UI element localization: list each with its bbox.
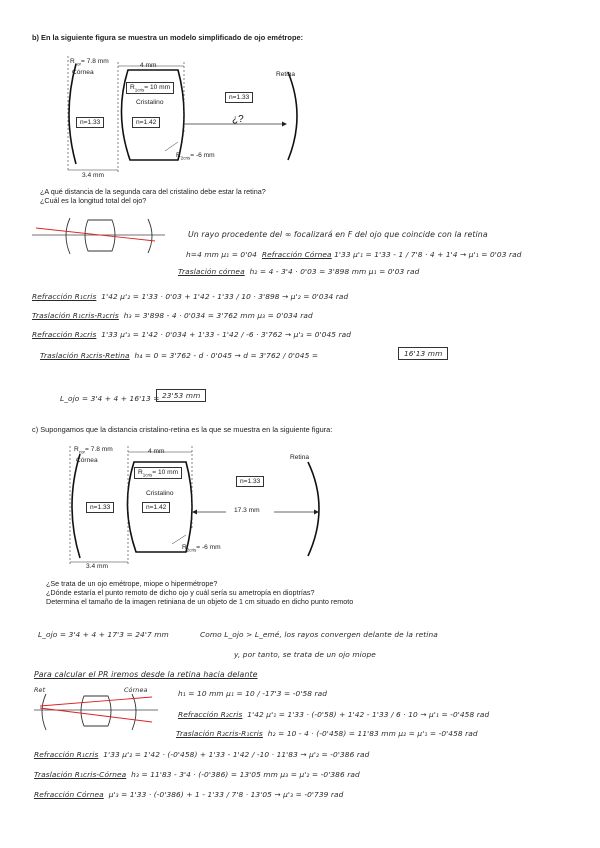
distance-17-3mm-c: 17.3 mm xyxy=(234,507,260,514)
distance-4mm-b: 4 mm xyxy=(140,62,157,69)
retina-label-c: Retina xyxy=(290,454,310,461)
hw-b-l4a: Refracción R₁cris xyxy=(32,292,97,301)
hw-c-l4: h₁ = 10 mm μ₁ = 10 / -17'3 = -0'58 rad xyxy=(178,689,328,698)
rcor-label-c: R xyxy=(74,446,79,453)
hw-b-l3a: Traslación córnea xyxy=(178,267,245,276)
hw-c-l3: Para calcular el PR iremos desde la retina hacia delante xyxy=(34,670,258,679)
hw-c-ret-label: Ret xyxy=(34,686,46,694)
hw-b-l7a: Traslación R₂cris-Retina xyxy=(40,351,130,360)
hw-c-l1a: L_ojo = 3'4 + 4 + 17'3 = 24'7 mm xyxy=(38,630,169,639)
hw-b-result-distance: 16'13 mm xyxy=(398,347,448,360)
hw-b-result-length: 23'53 mm xyxy=(156,389,206,402)
question-b2: ¿Cuál es la longitud total del ojo? xyxy=(40,196,147,205)
r2cris-sub-c: 2cris xyxy=(186,547,197,553)
cristalino-label-c: Cristalino xyxy=(146,490,174,497)
rcor-sub-c: cor xyxy=(78,449,86,455)
unknown-distance-b: ¿? xyxy=(232,114,244,125)
hw-c-l8b: h₃ = 11'83 - 3'4 · (-0'386) = 13'05 mm μ₃ = μ'₂ = -0'386 rad xyxy=(131,770,360,779)
hw-b-l2b: Refracción Córnea xyxy=(261,250,332,259)
section-c-header: c) Supongamos que la distancia cristalino-retina es la que se muestra en la siguiente figura: xyxy=(32,425,333,434)
hw-c-l7a: Refracción R₁cris xyxy=(34,750,99,759)
r2cris-value-b: = -6 mm xyxy=(190,152,215,159)
rcor-label-b: R xyxy=(70,58,75,65)
hw-c-l8a: Traslación R₁cris-Córnea xyxy=(34,770,127,779)
retina-label-b: Retina xyxy=(276,71,296,78)
cornea-label-b: Córnea xyxy=(72,69,94,76)
n2-box-b: n=1.42 xyxy=(132,117,160,128)
n1-box-c: n=1.33 xyxy=(86,502,114,513)
hw-b-l6a: Refracción R₂cris xyxy=(32,330,97,339)
rcris-sub-c: 1cris xyxy=(142,472,153,478)
n2-box-c: n=1.42 xyxy=(142,502,170,513)
hw-c-l6b: h₂ = 10 - 4 · (-0'458) = 11'83 mm μ₂ = μ'₁ = -0'458 rad xyxy=(267,729,478,738)
hw-c-l7b: 1'33 μ'₂ = 1'42 · (-0'458) + 1'33 - 1'42 / -10 · 11'83 → μ'₂ = -0'386 rad xyxy=(103,750,370,759)
question-c1: ¿Se trata de un ojo emétrope, miope o hipermétrope? xyxy=(46,579,218,588)
hw-b-l6b: 1'33 μ'₃ = 1'42 · 0'034 + 1'33 - 1'42 / -6 · 3'762 → μ'₃ = 0'045 rad xyxy=(101,330,352,339)
question-c2: ¿Dónde estaría el punto remoto de dicho ojo y cuál sería su ametropía en dioptrías? xyxy=(46,588,315,597)
hw-b-l8: L_ojo = 3'4 + 4 + 16'13 = xyxy=(60,394,160,403)
question-c3: Determina el tamaño de la imagen retiniana de un objeto de 1 cm situado en dicho punto remoto xyxy=(46,597,354,606)
hw-b-line1: Un rayo procedente del ∞ focalizará en F del ojo que coincide con la retina xyxy=(188,230,488,239)
r2cris-label-b: R xyxy=(176,152,181,159)
r2cris-label-c: R xyxy=(182,544,187,551)
rcris-label-c: R xyxy=(138,469,143,476)
rcris-sub-b: 1cris xyxy=(134,87,145,93)
hw-c-l9b: μ'₃ = 1'33 · (-0'386) + 1 - 1'33 / 7'8 · 13'05 → μ'₃ = -0'739 rad xyxy=(108,790,344,799)
distance-4mm-c: 4 mm xyxy=(148,448,165,455)
hw-b-l3b: h₂ = 4 - 3'4 · 0'03 = 3'898 mm μ₁ = 0'03 rad xyxy=(249,267,420,276)
hw-c-l6a: Traslación R₂cris-R₁cris xyxy=(176,729,263,738)
hw-b-l5a: Traslación R₁cris-R₂cris xyxy=(32,311,119,320)
r2cris-sub-b: 2cris xyxy=(180,155,191,161)
distance-3-4mm-c: 3.4 mm xyxy=(86,563,108,570)
cornea-label-c: Córnea xyxy=(76,457,98,464)
rcris-label-b: R xyxy=(130,84,135,91)
distance-3-4mm-b: 3.4 mm xyxy=(82,172,104,179)
hw-b-l7b: h₄ = 0 = 3'762 - d · 0'045 → d = 3'762 / 0'045 = xyxy=(134,351,319,360)
n1-box-b: n=1.33 xyxy=(76,117,104,128)
rcor-value-b: = 7.8 mm xyxy=(81,58,109,65)
rcor-sub-b: cor xyxy=(74,61,82,67)
hw-b-l2c: 1'33 μ'₁ = 1'33 - 1 / 7'8 · 4 + 1'4 → μ'₁ = 0'03 rad xyxy=(334,250,522,259)
cristalino-label-b: Cristalino xyxy=(136,99,164,106)
hw-b-l5b: h₃ = 3'898 - 4 · 0'034 = 3'762 mm μ₃ = 0'034 rad xyxy=(123,311,313,320)
hw-b-l4b: 1'42 μ'₂ = 1'33 · 0'03 + 1'42 - 1'33 / 10 · 3'898 → μ'₂ = 0'034 rad xyxy=(101,292,349,301)
section-b-header: b) En la siguiente figura se muestra un modelo simplificado de ojo emétrope: xyxy=(32,33,304,42)
hw-c-l1b: Como L_ojo > L_emé, los rayos convergen delante de la retina xyxy=(200,630,438,639)
n3-box-c: n=1.33 xyxy=(236,476,264,487)
question-b1: ¿A qué distancia de la segunda cara del cristalino debe estar la retina? xyxy=(40,187,266,196)
rcor-value-c: = 7.8 mm xyxy=(85,446,113,453)
r2cris-value-c: = -6 mm xyxy=(196,544,221,551)
hw-c-l5a: Refracción R₂cris xyxy=(178,710,243,719)
hw-b-l2a: h=4 mm μ₁ = 0'04 xyxy=(186,250,257,259)
rcris-value-c: = 10 mm xyxy=(152,469,179,476)
rcris-value-b: = 10 mm xyxy=(144,84,171,91)
hw-c-l9a: Refracción Córnea xyxy=(34,790,104,799)
hw-c-l2: y, por tanto, se trata de un ojo miope xyxy=(234,650,376,659)
n3-box-b: n=1.33 xyxy=(225,92,253,103)
hw-c-cornea-label: Córnea xyxy=(124,686,148,694)
hw-c-l5b: 1'42 μ'₁ = 1'33 · (-0'58) + 1'42 - 1'33 / 6 · 10 → μ'₁ = -0'458 rad xyxy=(247,710,490,719)
